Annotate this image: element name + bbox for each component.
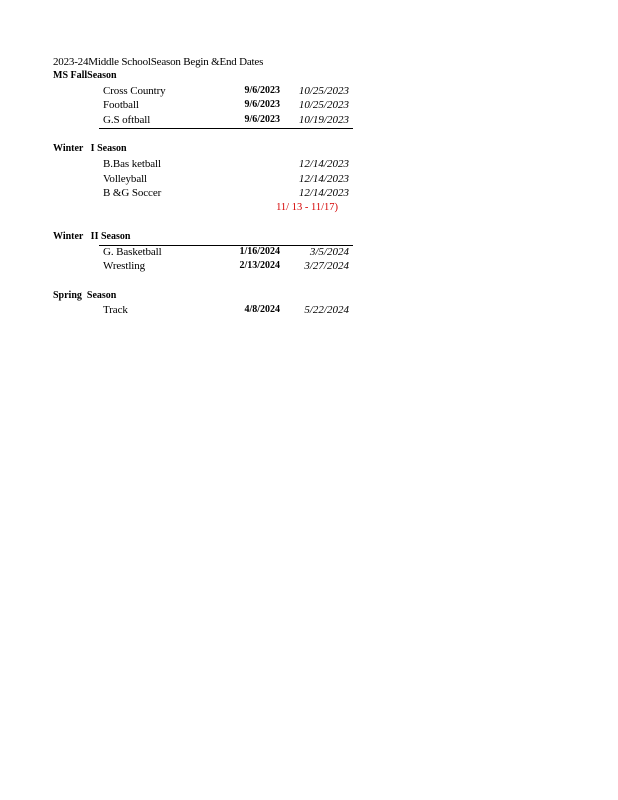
begin-date: 2/13/2024 xyxy=(239,260,280,271)
end-date: 10/19/2023 xyxy=(298,114,349,126)
end-date: 3/5/2024 xyxy=(309,246,349,258)
sport-name: Track xyxy=(103,304,128,316)
page-title: 2023-24Middle SchoolSeason Begin &End Dates xyxy=(53,56,264,68)
sport-name: B &G Soccer xyxy=(103,187,162,199)
section-heading-winter-1: Winter I Season xyxy=(53,143,127,154)
end-date: 12/14/2023 xyxy=(298,187,349,199)
end-date: 3/27/2024 xyxy=(304,260,349,272)
end-date: 10/25/2023 xyxy=(298,99,349,111)
red-note: 11/ 13 - 11/17) xyxy=(276,202,338,213)
begin-date: 9/6/2023 xyxy=(244,99,280,110)
begin-date: 9/6/2023 xyxy=(244,114,280,125)
sport-name: Volleyball xyxy=(103,173,148,185)
sport-name: B.Bas ketball xyxy=(103,158,161,170)
begin-date: 1/16/2024 xyxy=(239,246,280,257)
section-heading-fall: MS FallSeason xyxy=(53,70,117,81)
sport-name: Cross Country xyxy=(103,85,166,97)
sport-name: Football xyxy=(103,99,139,111)
begin-date: 9/6/2023 xyxy=(244,85,280,96)
end-date: 12/14/2023 xyxy=(298,173,349,185)
sport-name: G. Basketball xyxy=(103,246,162,258)
section-heading-winter-2: Winter II Season xyxy=(53,231,131,242)
sport-name: G.S oftball xyxy=(103,114,151,126)
end-date: 12/14/2023 xyxy=(298,158,349,170)
end-date: 10/25/2023 xyxy=(298,85,349,97)
end-date: 5/22/2024 xyxy=(304,304,349,316)
sport-name: Wrestling xyxy=(103,260,146,272)
section-heading-spring: Spring Season xyxy=(53,290,117,301)
begin-date: 4/8/2024 xyxy=(244,304,280,315)
section-rule xyxy=(99,128,353,129)
